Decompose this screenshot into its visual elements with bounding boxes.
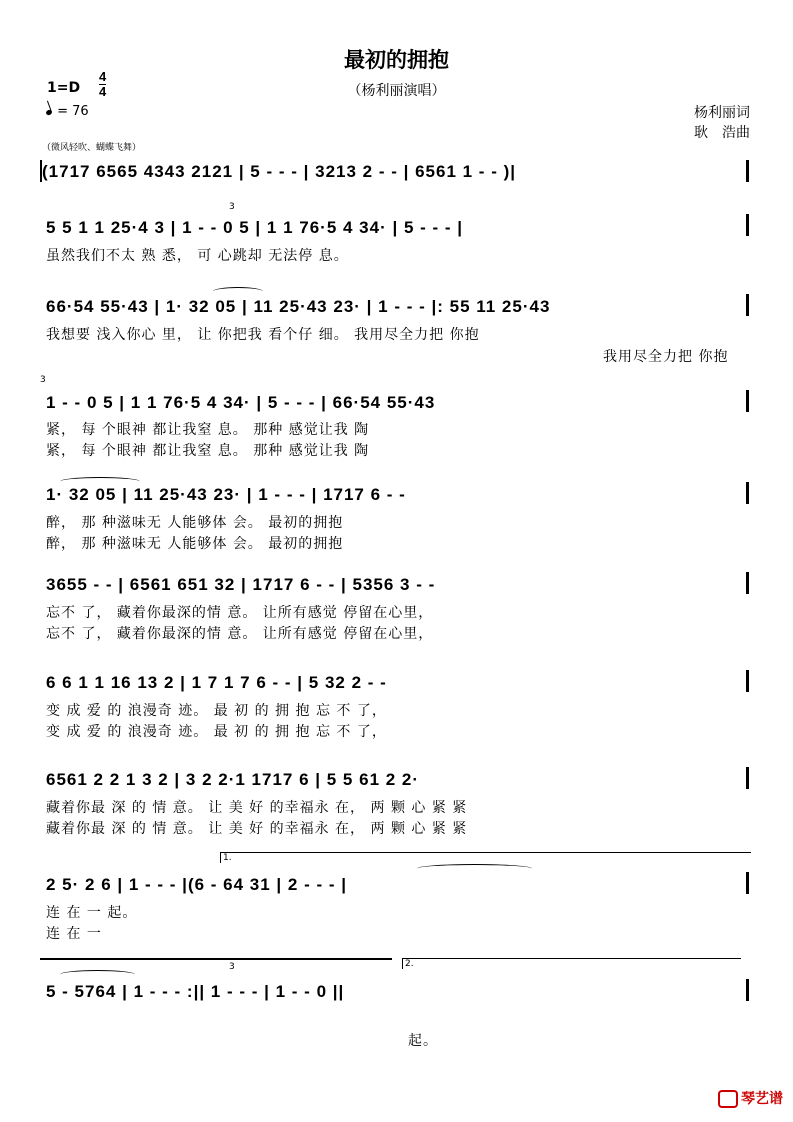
volta-line xyxy=(40,958,392,960)
staff-row-7-notes: 6 6 1 1 16 13 2 | 1 7 1 7 6 - - | 5 32 2 - - xyxy=(46,673,387,692)
time-signature xyxy=(99,70,106,99)
tie-arc xyxy=(213,287,263,296)
volta-second-ending: 2. xyxy=(402,958,741,969)
triplet-mark: 3 xyxy=(229,202,235,212)
barline xyxy=(40,160,42,182)
staff-row-4-lyrics-2: 紧， 每 个眼神 都让我窒 息。 那种 感觉让我 陶 xyxy=(46,443,370,459)
staff-row-1-notes: (1717 6565 4343 2121 | 5 - - - | 3213 2 - - | 6561 1 - - )| xyxy=(42,162,516,181)
end-barline xyxy=(746,160,749,182)
volta-first-ending: 1. xyxy=(220,852,751,863)
page-title: 最初的拥抱 xyxy=(344,48,449,72)
tempo-value: = 76 xyxy=(57,104,89,119)
staff-row-5-notes: 1· 32 05 | 11 25·43 23· | 1 - - - | 1717 6 - - xyxy=(46,485,406,504)
staff-row-6-lyrics-2: 忘不 了， 藏着你最深的情 意。 让所有感觉 停留在心里， xyxy=(46,626,434,642)
staff-row-9-notes: 2 5· 2 6 | 1 - - - |(6 - 64 31 | 2 - - - | xyxy=(46,875,347,894)
end-barline xyxy=(746,572,749,594)
tie-arc xyxy=(60,970,135,979)
staff-row-5-lyrics-1: 醉， 那 种滋味无 人能够体 会。 最初的拥抱 xyxy=(46,515,344,531)
end-barline xyxy=(746,670,749,692)
expression-marking: （微风轻吹、蝴蝶飞舞） xyxy=(42,143,142,153)
staff-row-8-lyrics-1: 藏着你最 深 的 情 意。 让 美 好 的幸福永 在， 两 颗 心 紧 紧 xyxy=(46,800,468,816)
staff-row-2-notes: 5 5 1 1 25·4 3 | 1 - - 0 5 | 1 1 76·5 4 34· | 5 - - - | xyxy=(46,218,464,237)
triplet-mark: 3 xyxy=(229,962,235,972)
end-barline xyxy=(746,767,749,789)
staff-row-7-lyrics-1: 变 成 爱 的 浪漫奇 迹。 最 初 的 拥 抱 忘 不 了， xyxy=(46,703,387,719)
final-lyric: 起。 xyxy=(408,1033,438,1049)
staff-row-9-lyrics-2: 连 在 一 xyxy=(46,926,102,942)
time-signature-top: 4 xyxy=(99,69,107,84)
time-signature-bottom: 4 xyxy=(99,84,107,99)
staff-row-4-lyrics-1: 紧， 每 个眼神 都让我窒 息。 那种 感觉让我 陶 xyxy=(46,422,370,438)
staff-row-5-lyrics-2: 醉， 那 种滋味无 人能够体 会。 最初的拥抱 xyxy=(46,536,344,552)
quarter-note-icon xyxy=(45,109,52,116)
end-barline xyxy=(746,872,749,894)
tempo-marking xyxy=(46,104,89,119)
staff-row-7-lyrics-2: 变 成 爱 的 浪漫奇 迹。 最 初 的 拥 抱 忘 不 了， xyxy=(46,724,387,740)
end-barline xyxy=(746,390,749,412)
watermark-text: 琴艺谱 xyxy=(741,1091,783,1107)
composer: 耿 浩曲 xyxy=(694,125,750,141)
staff-row-8-lyrics-2: 藏着你最 深 的 情 意。 让 美 好 的幸福永 在， 两 颗 心 紧 紧 xyxy=(46,821,468,837)
staff-row-10-notes: 5 - 5764 | 1 - - - :|| 1 - - - | 1 - - 0 || xyxy=(46,982,345,1001)
tie-arc xyxy=(417,864,532,873)
staff-row-8-notes: 6561 2 2 1 3 2 | 3 2 2·1 1717 6 | 5 5 61 2 2· xyxy=(46,770,420,789)
staff-row-6-lyrics-1: 忘不 了， 藏着你最深的情 意。 让所有感觉 停留在心里， xyxy=(46,605,434,621)
end-barline xyxy=(746,294,749,316)
lyricist: 杨利丽词 xyxy=(694,105,750,121)
end-barline xyxy=(746,214,749,236)
key-signature: 1=D xyxy=(47,80,81,96)
end-barline xyxy=(746,482,749,504)
staff-row-3-notes: 66·54 55·43 | 1· 32 05 | 11 25·43 23· | 1 - - - |: 55 11 25·43 xyxy=(46,297,551,316)
staff-row-6-notes: 3655 - - | 6561 651 32 | 1717 6 - - | 5356 3 - - xyxy=(46,575,436,594)
staff-row-3-lyrics-2: 我用尽全力把 你抱 xyxy=(603,349,729,365)
logo-icon xyxy=(718,1090,738,1108)
end-barline xyxy=(746,979,749,1001)
watermark-logo xyxy=(718,1088,783,1108)
triplet-mark: 3 xyxy=(40,375,46,385)
staff-row-9-lyrics-1: 连 在 一 起。 xyxy=(46,905,138,921)
staff-row-4-notes: 1 - - 0 5 | 1 1 76·5 4 34· | 5 - - - | 66·54 55·43 xyxy=(46,393,436,412)
page-subtitle: （杨利丽演唱） xyxy=(347,83,446,99)
staff-row-3-lyrics-1: 我想要 浅入你心 里， 让 你把我 看个仔 细。 我用尽全力把 你抱 xyxy=(46,327,480,343)
staff-row-2-lyrics: 虽然我们不太 熟 悉， 可 心跳却 无法停 息。 xyxy=(46,248,349,264)
tie-arc xyxy=(60,477,140,486)
